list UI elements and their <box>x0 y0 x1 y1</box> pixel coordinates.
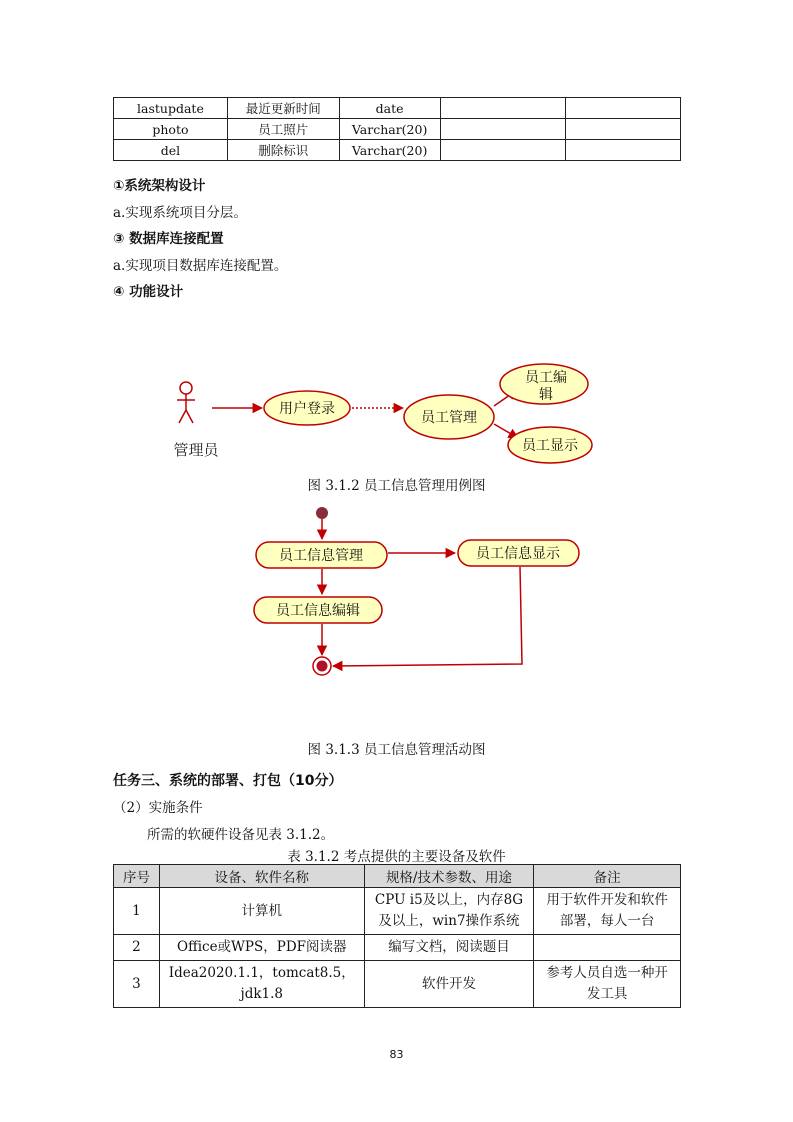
task-heading: 任务三、系统的部署、打包（10分） <box>113 773 343 789</box>
activity-edit <box>254 597 382 623</box>
cell-note <box>534 935 681 961</box>
usecase-diagram <box>0 350 793 475</box>
usecase-edit <box>500 364 588 404</box>
field-type: date <box>339 98 440 119</box>
table-row <box>114 961 681 1008</box>
cell-spec: CPU i5及以上，内存8G及以上，win7操作系统 <box>364 888 534 935</box>
activity-diagram <box>0 498 793 686</box>
table-header-row <box>114 865 681 888</box>
field-desc: 删除标识 <box>227 140 339 161</box>
usecase-edit-label-1: 员工编 <box>525 370 567 386</box>
cell-spec: 编写文档，阅读题目 <box>364 935 534 961</box>
db-text: a.实现项目数据库连接配置。 <box>113 258 288 274</box>
cell-no: 1 <box>114 888 160 935</box>
usecase-edit-label-2: 辑 <box>539 387 553 403</box>
field-extra <box>440 140 566 161</box>
activity-display-label: 员工信息显示 <box>476 546 560 562</box>
cell-name: 计算机 <box>159 888 364 935</box>
usecase-manage-label: 员工管理 <box>421 410 477 426</box>
task-intro: 所需的软硬件设备见表 3.1.2。 <box>147 827 335 843</box>
equipment-table <box>113 864 681 1008</box>
cell-no: 2 <box>114 935 160 961</box>
end-node <box>313 657 331 675</box>
actor-icon <box>177 382 195 423</box>
actor-label: 管理员 <box>173 441 219 459</box>
cell-name: Office或WPS，PDF阅读器 <box>159 935 364 961</box>
field-extra <box>566 119 681 140</box>
activity-edit-label: 员工信息编辑 <box>276 603 360 619</box>
field-extra <box>566 140 681 161</box>
page-number: 83 <box>389 1048 404 1061</box>
activity-manage <box>256 542 387 568</box>
arch-text: a.实现系统项目分层。 <box>113 205 247 221</box>
table-row <box>114 935 681 961</box>
field-type: Varchar(20) <box>339 140 440 161</box>
field-extra <box>440 119 566 140</box>
header-spec: 规格/技术参数、用途 <box>364 865 534 888</box>
usecase-display-label: 员工显示 <box>522 438 578 454</box>
cell-no: 3 <box>114 961 160 1008</box>
cell-note: 用于软件开发和软件部署，每人一台 <box>534 888 681 935</box>
table-row <box>114 888 681 935</box>
usecase-caption: 图 3.1.2 员工信息管理用例图 <box>307 478 486 494</box>
activity-display <box>458 540 579 566</box>
field-name: photo <box>114 119 228 140</box>
cell-spec: 软件开发 <box>364 961 534 1008</box>
field-desc: 最近更新时间 <box>227 98 339 119</box>
fields-table <box>113 97 681 161</box>
field-desc: 员工照片 <box>227 119 339 140</box>
arch-heading: ①系统架构设计 <box>113 178 206 194</box>
field-name: del <box>114 140 228 161</box>
table-row <box>114 119 681 140</box>
table-row <box>114 98 681 119</box>
start-node <box>316 507 328 519</box>
equipment-table-caption: 表 3.1.2 考点提供的主要设备及软件 <box>287 849 506 865</box>
header-name: 设备、软件名称 <box>159 865 364 888</box>
field-extra <box>440 98 566 119</box>
activity-manage-label: 员工信息管理 <box>279 548 363 564</box>
table-row <box>114 140 681 161</box>
usecase-login-label: 用户登录 <box>279 401 335 417</box>
field-type: Varchar(20) <box>339 119 440 140</box>
field-name: lastupdate <box>114 98 228 119</box>
cell-name: Idea2020.1.1，tomcat8.5，jdk1.8 <box>159 961 364 1008</box>
task-subheading: （2）实施条件 <box>113 800 203 816</box>
header-no: 序号 <box>114 865 160 888</box>
usecase-display <box>508 427 592 463</box>
header-note: 备注 <box>534 865 681 888</box>
field-extra <box>566 98 681 119</box>
activity-caption: 图 3.1.3 员工信息管理活动图 <box>307 742 486 758</box>
cell-note: 参考人员自选一种开发工具 <box>534 961 681 1008</box>
usecase-manage <box>404 395 494 439</box>
usecase-login <box>264 391 350 425</box>
func-heading: ④ 功能设计 <box>113 284 184 300</box>
db-heading: ③ 数据库连接配置 <box>113 231 224 247</box>
